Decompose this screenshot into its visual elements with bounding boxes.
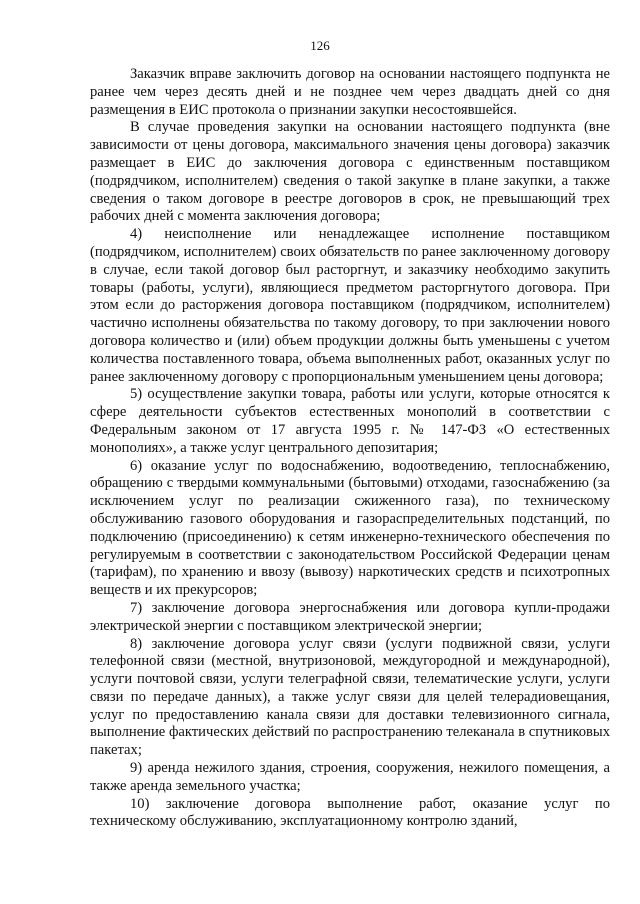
body-text <box>90 66 610 831</box>
paragraph: 8) заключение договора услуг связи (услуги подвижной связи, услуги телефонной связи (местной, внутризоновой, междугородной и международной), услуги почтовой связи, услуги телеграфной связи, телематические услуги, услуги связи по передаче данных), а также услуг связи для целей телерадиовещания, услуг по предоставлению канала связи для доставки телевизионного сигнала, выполнение фактических действий по распространению телеканала в спутниковых пакетах; <box>90 635 610 759</box>
page-number: 126 <box>310 38 330 53</box>
paragraph: 9) аренда нежилого здания, строения, сооружения, нежилого помещения, а также аренда земельного участка; <box>90 760 610 794</box>
paragraph: В случае проведения закупки на основании настоящего подпункта (вне зависимости от цены договора, максимального значения цены договора) заказчик размещает в ЕИС до заключения договора с единственным поставщиком (подрядчиком, исполнителем) сведения о такой закупке в плане закупки, а также сведения о таком договоре в реестре договоров в срок, не превышающий трех рабочих дней с момента заключения договора; <box>90 119 610 225</box>
paragraph: 6) оказание услуг по водоснабжению, водоотведению, теплоснабжению, обращению с твердыми коммунальными (бытовыми) отходами, газоснабжению (за исключением услуг по реализации сжиженного газа), по техническому обслуживанию газового оборудования и газораспределительных подстанций, по подключению (присоединению) к сетям инженерно-технического обеспечения по регулируемым в соответствии с законодательством Российской Федерации ценам (тарифам), по хранению и ввозу (вывозу) наркотических средств и психотропных веществ и их прекурсоров; <box>90 457 610 599</box>
paragraph: 4) неисполнение или ненадлежащее исполнение поставщиком (подрядчиком, исполнителем) своих обязательств по ранее заключенному договору в случае, если такой договор был расторгнут, и заказчику необходимо закупить товары (работы, услуги), являющиеся предметом расторгнутого договора. При этом если до расторжения договора поставщиком (подрядчиком, исполнителем) частично исполнены обязательства по такому договору, то при заключении нового договора количество и (или) объем продукции должны быть уменьшены с учетом количества поставленного товара, объема выполненных работ, оказанных услуг по ранее заключенному договору с пропорциональным уменьшением цены договора; <box>90 226 610 385</box>
paragraph: 5) осуществление закупки товара, работы или услуги, которые относятся к сфере деятельности субъектов естественных монополий в соответствии с Федеральным законом от 17 августа 1995 г. № 147-ФЗ «О естественных монополиях», а также услуг центрального депозитария; <box>90 386 610 456</box>
paragraph: 7) заключение договора энергоснабжения или договора купли-продажи электрической энергии с поставщиком электрической энергии; <box>90 599 610 634</box>
paragraph: 10) заключение договора выполнение работ, оказание услуг по техническому обслуживанию, эксплуатационному контролю зданий, <box>90 795 610 830</box>
paragraph: Заказчик вправе заключить договор на основании настоящего подпункта не ранее чем через десять дней и не позднее чем через двадцать дней со дня размещения в ЕИС протокола о признании закупки несостоявшейся. <box>90 66 610 118</box>
